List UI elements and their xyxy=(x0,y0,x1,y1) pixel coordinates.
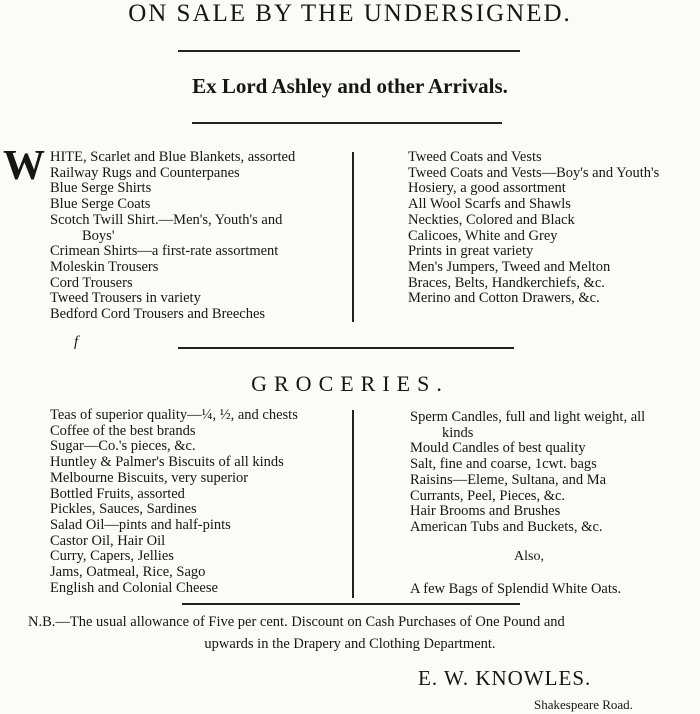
drapery-right-column xyxy=(408,150,659,307)
list-item: Bedford Cord Trousers and Breeches xyxy=(50,306,266,323)
groceries-left-column xyxy=(50,408,298,596)
list-item: All Wool Scarfs and Shawls xyxy=(408,196,571,213)
list-item: Sperm Candles, full and light weight, all xyxy=(410,409,646,425)
drapery-left-column xyxy=(50,150,295,323)
list-item: English and Colonial Cheese xyxy=(50,579,218,596)
list-item: Tweed Coats and Vests—Boy's and Youth's xyxy=(408,164,660,181)
stray-mark: f xyxy=(74,334,79,350)
nb-line-2: upwards in the Drapery and Clothing Department. xyxy=(204,636,496,652)
list-item: Mould Candles of best quality xyxy=(410,440,586,457)
list-item: Curry, Capers, Jellies xyxy=(50,548,174,565)
list-item: Boys' xyxy=(82,227,115,244)
list-item: Railway Rugs and Counterpanes xyxy=(50,164,240,181)
list-item: Salad Oil—pints and half-pints xyxy=(50,516,231,533)
list-item: Men's Jumpers, Tweed and Melton xyxy=(408,258,611,275)
list-item: Jams, Oatmeal, Rice, Sago xyxy=(50,564,206,581)
divider-groceries xyxy=(178,347,514,349)
list-item: kinds xyxy=(442,424,474,441)
divider-footer xyxy=(182,603,520,605)
list-item: Prints in great variety xyxy=(408,243,534,260)
page-title: ON SALE BY THE UNDERSIGNED. xyxy=(128,0,572,27)
list-item: Hair Brooms and Brushes xyxy=(410,503,561,520)
list-item: Raisins—Eleme, Sultana, and Ma xyxy=(410,471,607,488)
signer-address: Shakespeare Road. xyxy=(534,697,633,712)
list-item: Hosiery, a good assortment xyxy=(408,180,566,197)
list-item: Merino and Cotton Drawers, &c. xyxy=(408,290,600,307)
divider-subtitle xyxy=(192,122,502,124)
list-item: Melbourne Biscuits, very superior xyxy=(50,469,249,486)
list-item: Bottled Fruits, assorted xyxy=(50,485,185,502)
list-item: Coffee of the best brands xyxy=(50,422,196,439)
list-item: Sugar—Co.'s pieces, &c. xyxy=(50,438,196,455)
list-item: Castor Oil, Hair Oil xyxy=(50,532,166,549)
list-item: Scotch Twill Shirt.—Men's, Youth's and xyxy=(50,211,283,228)
oats-line: A few Bags of Splendid White Oats. xyxy=(410,581,622,597)
section-title-groceries: GROCERIES. xyxy=(251,371,449,396)
list-item: Neckties, Colored and Black xyxy=(408,211,575,228)
signer-name: E. W. KNOWLES. xyxy=(418,666,592,690)
list-item: Currants, Peel, Pieces, &c. xyxy=(410,487,566,504)
list-item: Moleskin Trousers xyxy=(50,258,159,275)
list-item: Cord Trousers xyxy=(50,274,133,291)
column-divider xyxy=(352,152,354,322)
groceries-right-column xyxy=(410,410,645,536)
list-item: Braces, Belts, Handkerchiefs, &c. xyxy=(408,274,605,291)
list-item: Calicoes, White and Grey xyxy=(408,227,558,244)
list-item: Blue Serge Coats xyxy=(50,196,151,213)
list-item: American Tubs and Buckets, &c. xyxy=(410,518,603,535)
divider-top xyxy=(178,50,520,52)
column-divider xyxy=(352,410,354,598)
list-item: Salt, fine and coarse, 1cwt. bags xyxy=(410,456,597,473)
list-item: Huntley & Palmer's Biscuits of all kinds xyxy=(50,454,284,471)
list-item: Teas of superior quality—¼, ½, and chests xyxy=(50,407,298,423)
nb-line-1: N.B.—The usual allowance of Five per cent. Discount on Cash Purchases of One Pound and xyxy=(28,614,565,630)
list-item: Tweed Trousers in variety xyxy=(50,290,201,307)
list-item: Pickles, Sauces, Sardines xyxy=(50,501,197,518)
list-item: HITE, Scarlet and Blue Blankets, assorted xyxy=(50,149,296,165)
list-item: Tweed Coats and Vests xyxy=(408,149,542,165)
drop-cap: W xyxy=(3,143,45,189)
page-subtitle: Ex Lord Ashley and other Arrivals. xyxy=(192,74,508,98)
list-item: Crimean Shirts—a first-rate assortment xyxy=(50,243,279,260)
also-label: Also, xyxy=(514,549,544,564)
list-item: Blue Serge Shirts xyxy=(50,180,152,197)
